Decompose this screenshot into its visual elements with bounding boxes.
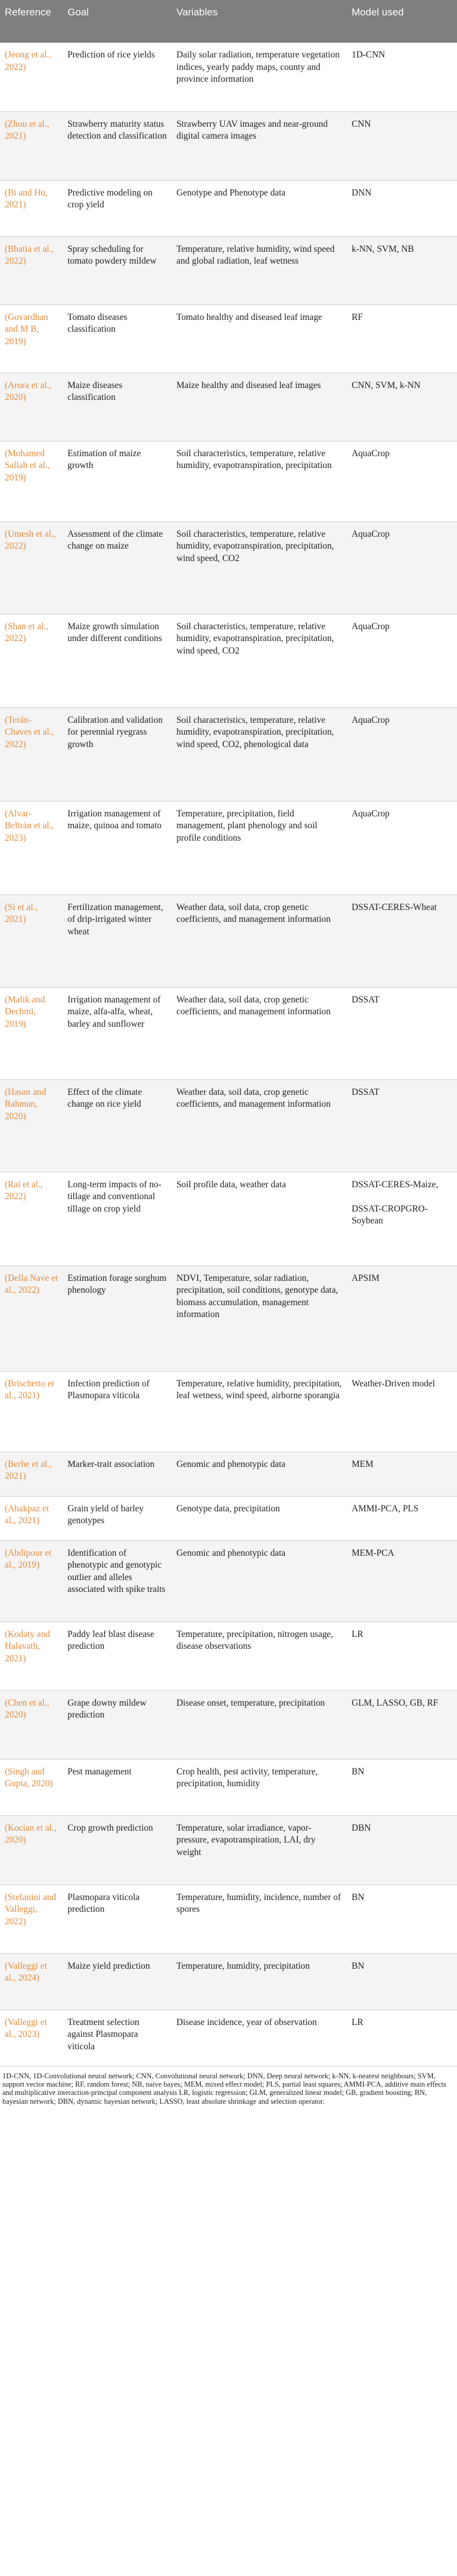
table-row bbox=[0, 987, 457, 1079]
table-row bbox=[0, 373, 457, 441]
cell-variables: Crop health, pest activity, temperature, precipitation, humidity bbox=[172, 1759, 347, 1815]
table-row bbox=[0, 1885, 457, 1953]
cell-reference bbox=[0, 521, 63, 614]
table-row bbox=[0, 1622, 457, 1690]
cell-reference bbox=[0, 1815, 63, 1885]
cell-goal: Prediction of rice yields bbox=[63, 43, 172, 111]
header-model-used: Model used bbox=[347, 0, 457, 43]
cell-model-used: APSIM bbox=[347, 1265, 457, 1371]
cell-variables: Weather data, soil data, crop genetic coefficients, and management information bbox=[172, 895, 347, 987]
cell-model-used: DBN bbox=[347, 1815, 457, 1885]
reference-link[interactable]: (Arora et al., 2020) bbox=[5, 380, 52, 402]
reference-link[interactable]: (Alvar-Beltrán et al., 2023) bbox=[5, 808, 54, 843]
table-row bbox=[0, 614, 457, 707]
table-row bbox=[0, 521, 457, 614]
table-header-row bbox=[0, 0, 457, 43]
cell-goal: Fertilization management, of drip-irrigated winter wheat bbox=[63, 895, 172, 987]
cell-goal: Irrigation management of maize, alfa-alfa, wheat, barley and sunflower bbox=[63, 987, 172, 1079]
cell-model-used: BN bbox=[347, 1759, 457, 1815]
cell-variables: Soil characteristics, temperature, relative humidity, evapotranspiration, precipitation, wind speed, CO2 bbox=[172, 521, 347, 614]
table-row bbox=[0, 895, 457, 987]
cell-model-used: AquaCrop bbox=[347, 707, 457, 801]
reference-link[interactable]: (Chen et al., 2020) bbox=[5, 1697, 50, 1720]
cell-variables: Soil characteristics, temperature, relative humidity, evapotranspiration, precipitation bbox=[172, 441, 347, 521]
cell-goal: Plasmopara viticola prediction bbox=[63, 1885, 172, 1953]
cell-model-used: AquaCrop bbox=[347, 521, 457, 614]
cell-variables: Genomic and phenotypic data bbox=[172, 1540, 347, 1622]
cell-reference bbox=[0, 2010, 63, 2066]
cell-goal: Predictive modeling on crop yield bbox=[63, 180, 172, 236]
cell-model-used: DSSAT bbox=[347, 987, 457, 1079]
cell-goal: Strawberry maturity status detection and classification bbox=[63, 111, 172, 180]
cell-goal: Tomato diseases classification bbox=[63, 305, 172, 373]
cell-reference bbox=[0, 1540, 63, 1622]
cell-variables: Temperature, precipitation, field management, plant phenology and soil profile conditions bbox=[172, 801, 347, 895]
reference-link[interactable]: (Zhou et al., 2021) bbox=[5, 118, 50, 141]
cell-model-used: LR bbox=[347, 2010, 457, 2066]
reference-link[interactable]: (Brischetto et al., 2021) bbox=[5, 1378, 54, 1401]
cell-reference bbox=[0, 1172, 63, 1265]
cell-reference bbox=[0, 1496, 63, 1540]
cell-variables: NDVI, Temperature, solar radiation, precipitation, soil conditions, genotype data, biomass accumulation, management information bbox=[172, 1265, 347, 1371]
cell-model-used: Weather-Driven model bbox=[347, 1371, 457, 1452]
table-row bbox=[0, 801, 457, 895]
cell-reference bbox=[0, 895, 63, 987]
cell-model-used: DSSAT-CERES-Wheat bbox=[347, 895, 457, 987]
cell-goal: Grain yield of barley genotypes bbox=[63, 1496, 172, 1540]
cell-model-used: DNN bbox=[347, 180, 457, 236]
table-row bbox=[0, 1265, 457, 1371]
reference-link[interactable]: (Kocian et al., 2020) bbox=[5, 1822, 57, 1845]
reference-link[interactable]: (Malik and Dechmi, 2019) bbox=[5, 994, 45, 1029]
table-row bbox=[0, 1079, 457, 1172]
cell-variables: Temperature, humidity, incidence, number of spores bbox=[172, 1885, 347, 1953]
cell-goal: Crop growth prediction bbox=[63, 1815, 172, 1885]
cell-variables: Daily solar radiation, temperature vegetation indices, yearly paddy maps, county and province information bbox=[172, 43, 347, 111]
cell-goal: Pest management bbox=[63, 1759, 172, 1815]
cell-model-used: DSSAT-CERES-Maize, DSSAT-CROPGRO-Soybean bbox=[347, 1172, 457, 1265]
cell-goal: Treatment selection against Plasmopara viticola bbox=[63, 2010, 172, 2066]
cell-reference bbox=[0, 1622, 63, 1690]
reference-link[interactable]: (Umesh et al., 2022) bbox=[5, 528, 56, 551]
cell-variables: Soil characteristics, temperature, relative humidity, evapotranspiration, precipitation, wind speed, CO2, phenological data bbox=[172, 707, 347, 801]
reference-link[interactable]: (Bhatia et al., 2022) bbox=[5, 243, 54, 266]
cell-reference bbox=[0, 111, 63, 180]
reference-link[interactable]: (Shan et al., 2022) bbox=[5, 621, 49, 643]
cell-variables: Weather data, soil data, crop genetic coefficients, and management information bbox=[172, 1079, 347, 1172]
cell-reference bbox=[0, 305, 63, 373]
cell-variables: Maize healthy and diseased leaf images bbox=[172, 373, 347, 441]
cell-variables: Temperature, precipitation, nitrogen usage, disease observations bbox=[172, 1622, 347, 1690]
cell-reference bbox=[0, 707, 63, 801]
cell-goal: Estimation forage sorghum phenology bbox=[63, 1265, 172, 1371]
cell-variables: Genotype data, precipitation bbox=[172, 1496, 347, 1540]
reference-link[interactable]: (Abdipour et al., 2019) bbox=[5, 1547, 52, 1570]
reference-link[interactable]: (Berhe et al., 2021) bbox=[5, 1459, 52, 1481]
reference-link[interactable]: (Hasan and Rahman, 2020) bbox=[5, 1087, 46, 1122]
cell-goal: Effect of the climate change on rice yield bbox=[63, 1079, 172, 1172]
reference-link[interactable]: (Stefanini and Valleggi, 2022) bbox=[5, 1892, 56, 1927]
cell-variables: Weather data, soil data, crop genetic coefficients, and management information bbox=[172, 987, 347, 1079]
cell-variables: Soil characteristics, temperature, relative humidity, evapotranspiration, precipitation, wind speed, CO2 bbox=[172, 614, 347, 707]
cell-reference bbox=[0, 614, 63, 707]
cell-goal: Paddy leaf blast disease prediction bbox=[63, 1622, 172, 1690]
cell-reference bbox=[0, 1079, 63, 1172]
header-goal: Goal bbox=[63, 0, 172, 43]
table-row bbox=[0, 1690, 457, 1759]
cell-goal: Assessment of the climate change on maize bbox=[63, 521, 172, 614]
cell-variables: Soil profile data, weather data bbox=[172, 1172, 347, 1265]
cell-reference bbox=[0, 1759, 63, 1815]
reference-link[interactable]: (Valleggi et al., 2023) bbox=[5, 2017, 47, 2039]
reference-link[interactable]: (Terán-Chaves et al., 2022) bbox=[5, 715, 54, 749]
cell-goal: Maize growth simulation under different conditions bbox=[63, 614, 172, 707]
cell-model-used: BN bbox=[347, 1885, 457, 1953]
reference-link[interactable]: (Mohamed Sallah et al., 2019) bbox=[5, 448, 50, 483]
cell-variables: Genomic and phenotypic data bbox=[172, 1452, 347, 1496]
cell-model-used: BN bbox=[347, 1953, 457, 2010]
table-row bbox=[0, 305, 457, 373]
cell-goal: Infection prediction of Plasmopara viticola bbox=[63, 1371, 172, 1452]
cell-model-used: CNN bbox=[347, 111, 457, 180]
cell-reference bbox=[0, 1690, 63, 1759]
cell-model-used: GLM, LASSO, GB, RF bbox=[347, 1690, 457, 1759]
cell-reference bbox=[0, 441, 63, 521]
cell-model-used: RF bbox=[347, 305, 457, 373]
cell-goal: Maize diseases classification bbox=[63, 373, 172, 441]
table-row bbox=[0, 111, 457, 180]
cell-model-used: AquaCrop bbox=[347, 614, 457, 707]
cell-reference bbox=[0, 987, 63, 1079]
reference-link[interactable]: (Valleggi et al., 2024) bbox=[5, 1960, 47, 1983]
cell-variables: Temperature, solar irradiance, vapor-pressure, evapotranspiration, LAI, dry weight bbox=[172, 1815, 347, 1885]
cell-variables: Temperature, relative humidity, wind speed and global radiation, leaf wetness bbox=[172, 236, 347, 305]
header-variables: Variables bbox=[172, 0, 347, 43]
table-row bbox=[0, 1540, 457, 1622]
cell-reference bbox=[0, 1265, 63, 1371]
cell-model-used: 1D-CNN bbox=[347, 43, 457, 111]
reference-link[interactable]: (Rai et al., 2022) bbox=[5, 1179, 43, 1202]
cell-reference bbox=[0, 1371, 63, 1452]
cell-model-used: k-NN, SVM, NB bbox=[347, 236, 457, 305]
reference-link[interactable]: (Ahakpaz et al., 2021) bbox=[5, 1503, 49, 1526]
table-row bbox=[0, 2010, 457, 2066]
cell-variables: Temperature, humidity, precipitation bbox=[172, 1953, 347, 2010]
table-row bbox=[0, 180, 457, 236]
cell-variables: Genotype and Phenotype data bbox=[172, 180, 347, 236]
cell-model-used: LR bbox=[347, 1622, 457, 1690]
table-row bbox=[0, 236, 457, 305]
cell-reference bbox=[0, 373, 63, 441]
cell-goal: Irrigation management of maize, quinoa and tomato bbox=[63, 801, 172, 895]
reference-link[interactable]: (Govardhan and M B, 2019) bbox=[5, 312, 49, 347]
table-row bbox=[0, 707, 457, 801]
cell-variables: Strawberry UAV images and near-ground digital camera images bbox=[172, 111, 347, 180]
cell-model-used: DSSAT bbox=[347, 1079, 457, 1172]
reference-link[interactable]: (Kodaty and Halavath, 2021) bbox=[5, 1629, 50, 1664]
cell-model-used: MEM-PCA bbox=[347, 1540, 457, 1622]
table-row bbox=[0, 1759, 457, 1815]
cell-variables: Tomato healthy and diseased leaf image bbox=[172, 305, 347, 373]
cell-goal: Calibration and validation for perennial ryegrass growth bbox=[63, 707, 172, 801]
cell-model-used: AquaCrop bbox=[347, 801, 457, 895]
cell-goal: Marker-trait association bbox=[63, 1452, 172, 1496]
cell-reference bbox=[0, 180, 63, 236]
table-row bbox=[0, 1371, 457, 1452]
table-row bbox=[0, 43, 457, 111]
cell-goal: Estimation of maize growth bbox=[63, 441, 172, 521]
cell-goal: Long-term impacts of no-tillage and conventional tillage on crop yield bbox=[63, 1172, 172, 1265]
cell-variables: Disease onset, temperature, precipitation bbox=[172, 1690, 347, 1759]
cell-goal: Maize yield prediction bbox=[63, 1953, 172, 2010]
cell-model-used: AquaCrop bbox=[347, 441, 457, 521]
cell-model-used: AMMI-PCA, PLS bbox=[347, 1496, 457, 1540]
cell-goal: Identification of phenotypic and genotypic outlier and alleles associated with spike traits bbox=[63, 1540, 172, 1622]
reference-link[interactable]: (Della Nave et al., 2022) bbox=[5, 1273, 58, 1295]
cell-variables: Disease incidence, year of observation bbox=[172, 2010, 347, 2066]
header-reference: Reference bbox=[0, 0, 63, 43]
reference-link[interactable]: (Jeong et al., 2022) bbox=[5, 50, 52, 72]
reference-link[interactable]: (Singh and Gupta, 2020) bbox=[5, 1766, 53, 1789]
cell-model-used: MEM bbox=[347, 1452, 457, 1496]
cell-model-used: CNN, SVM, k-NN bbox=[347, 373, 457, 441]
reference-link[interactable]: (Si et al., 2021) bbox=[5, 902, 38, 924]
table-row bbox=[0, 441, 457, 521]
reference-link[interactable]: (Bi and Hu, 2021) bbox=[5, 187, 48, 210]
table-row bbox=[0, 1452, 457, 1496]
cell-reference bbox=[0, 43, 63, 111]
cell-goal: Spray scheduling for tomato powdery mildew bbox=[63, 236, 172, 305]
cell-reference bbox=[0, 801, 63, 895]
cell-reference bbox=[0, 1953, 63, 2010]
cell-variables: Temperature, relative humidity, precipitation, leaf wetness, wind speed, airborne sporangia bbox=[172, 1371, 347, 1452]
table-row bbox=[0, 1953, 457, 2010]
cell-reference bbox=[0, 1885, 63, 1953]
cell-reference bbox=[0, 1452, 63, 1496]
table-row bbox=[0, 1496, 457, 1540]
cell-reference bbox=[0, 236, 63, 305]
cell-goal: Grape downy mildew prediction bbox=[63, 1690, 172, 1759]
table-row bbox=[0, 1172, 457, 1265]
table-footnote: 1D-CNN, 1D-Convolutional neural network; CNN, Convolutional neural network; DNN, Deep neural network; k-NN, k-nearest neighbours; SVM, support vector machine; RF, random forest; NB, naive bayes; MEM, mixed effect model; PLS, partial least squares; AMMI-PCA, additive main effects and multiplicative interaction-principal component analysis LR, logistic regression; GLM, generalized linear model; GB, gradient boosting; BN, bayesian network; DBN, dynamic bayesian network; LASSO, least absolute shrinkage and selection operator. bbox=[2, 2071, 446, 2106]
table-row bbox=[0, 1815, 457, 1885]
